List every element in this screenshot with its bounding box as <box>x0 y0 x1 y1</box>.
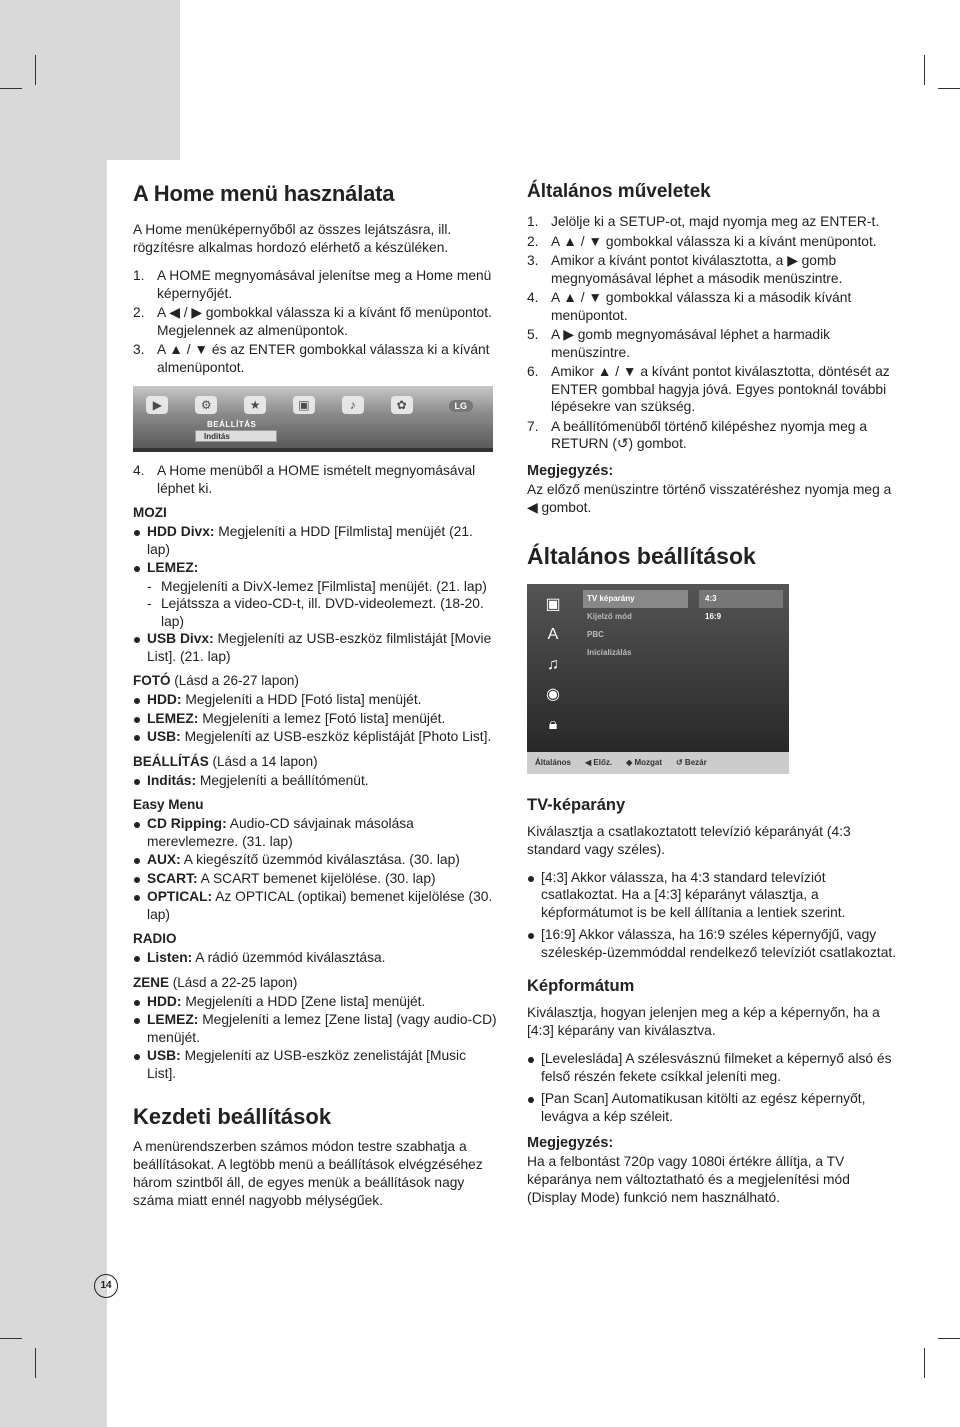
list-item <box>133 993 498 1011</box>
item-key: HDD: <box>147 993 182 1009</box>
setup-menu-item: Kijelző mód <box>587 611 632 621</box>
record-icon: ◉ <box>546 685 560 703</box>
display-mode-title: Képformátum <box>527 977 635 995</box>
step-item <box>527 289 897 324</box>
home-steps <box>133 267 498 376</box>
page-number: 14 <box>94 1274 118 1298</box>
left-gray-band <box>0 160 107 1427</box>
item-text: Megjeleníti a HDD [Zene lista] menüjét. <box>181 993 426 1009</box>
easy-menu-list <box>133 815 498 923</box>
setup-options <box>699 590 783 626</box>
list-item <box>133 851 498 869</box>
item-text: Megjeleníti a lemez [Zene lista] (vagy audio-CD) menüjét. <box>147 1012 497 1045</box>
setup-menu-item: TV képarány <box>583 590 688 608</box>
item-key: USB Divx: <box>147 631 214 646</box>
item-text: Megjeleníti a HDD [Filmlista] menüjét (21. lap) <box>147 524 473 557</box>
zene-list <box>133 993 498 1083</box>
item-text: Megjeleníti az USB-eszköz képlistáját [Photo List]. <box>180 729 492 744</box>
step-item <box>527 213 897 231</box>
step-number: 2. <box>133 305 145 320</box>
note-2-text: Ha a felbontást 720p vagy 1080i értékre állítja, a TV képaránya nem változtatható és a megjelenítési mód (Display Mode) funkció nem használható. <box>527 1154 850 1205</box>
menu-label: BEÁLLÍTÁS <box>207 420 257 429</box>
kezdeti-title: Kezdeti beállítások <box>133 1104 332 1129</box>
item-text: Audio-CD sávjainak másolása merevlemezre. (31. lap) <box>147 816 414 849</box>
radio-icon: ▣ <box>293 396 315 414</box>
crop-mark <box>924 1348 925 1378</box>
footer-item: ◀ Előz. <box>585 758 613 767</box>
film-reel-icon: ✿ <box>391 396 413 414</box>
item-key: LEMEZ: <box>147 710 199 726</box>
footer-item: Általános <box>535 758 572 767</box>
top-gray-band <box>0 0 180 160</box>
crop-mark <box>0 1338 22 1339</box>
display-icon: ▣ <box>545 595 561 613</box>
mozi-list <box>133 523 498 577</box>
home-menu-screenshot <box>133 386 493 452</box>
note-1-title: Megjegyzés: <box>527 462 614 479</box>
step-text: A beállítómenüből történő kilépéshez nyomja meg a RETURN (↺) gombot. <box>551 418 867 451</box>
step-text: A ▶ gomb megnyomásával léphet a harmadik menüszintre. <box>551 327 831 360</box>
item-text: A rádió üzemmód kiválasztása. <box>192 950 386 965</box>
crop-mark <box>35 1348 36 1378</box>
section-title: FOTÓ <box>133 673 171 688</box>
item-text: Megjeleníti a beállítómenüt. <box>196 772 369 788</box>
sub-item: - Lejátssza a video-CD-t, ill. DVD-videolemezt. (18-20. lap) <box>147 595 498 630</box>
step-item <box>527 252 897 287</box>
crop-mark <box>924 55 925 85</box>
item-text: Az OPTICAL (optikai) bemenet kijelölése (30. lap) <box>147 889 493 922</box>
menu-icons <box>133 396 493 414</box>
setup-option: 16:9 <box>705 611 722 621</box>
beallitas-list <box>133 772 498 790</box>
sub-item: - Megjeleníti a DivX-lemez [Filmlista] menüjét. (21. lap) <box>147 578 498 596</box>
foto-list <box>133 691 498 746</box>
setup-footer <box>527 752 789 774</box>
step-number: 1. <box>527 214 539 229</box>
setup-menu-screenshot <box>527 584 789 774</box>
section-ref: (Lásd a 14 lapon) <box>208 753 318 769</box>
item-key: HDD Divx: <box>147 524 215 539</box>
home-menu-intro: A Home menüképernyőből az összes lejátszásra, ill. rögzítésre alkalmas hordozó elérhető a készüléken. <box>133 222 452 255</box>
list-item <box>133 815 498 850</box>
foto-heading <box>133 673 498 688</box>
item-text: Megjeleníti a lemez [Fotó lista] menüjét. <box>198 710 446 726</box>
list-item <box>133 710 498 728</box>
list-item <box>133 523 498 558</box>
audio-icon: ♫ <box>547 655 559 673</box>
lemez-sublist <box>147 578 498 631</box>
left-column <box>133 175 498 1220</box>
item-text: A kiegészítő üzemmód kiválasztása. (30. lap) <box>180 852 460 867</box>
list-item: [Levelesláda] A szélesvásznú filmeket a képernyő alsó és felső részén fekete csíkkal jeleníti meg. <box>527 1050 897 1085</box>
step-item <box>527 326 897 361</box>
crop-mark <box>938 88 960 89</box>
tv-aspect-list <box>527 869 897 962</box>
lg-logo: LG <box>449 400 474 412</box>
list-item <box>133 559 498 577</box>
general-ops-title: Általános műveletek <box>527 181 711 202</box>
setup-menu-item: Inicializálás <box>587 647 632 657</box>
step-number: 6. <box>527 364 539 379</box>
radio-heading: RADIO <box>133 931 177 946</box>
list-item <box>133 888 498 923</box>
item-key: USB: <box>147 1048 181 1063</box>
radio-list <box>133 949 498 967</box>
step-number: 5. <box>527 327 539 342</box>
list-item <box>133 1011 498 1046</box>
movie-icon: ▶ <box>146 396 168 414</box>
step-item <box>527 363 897 416</box>
step-text: A ▲ / ▼ gombokkal válassza ki a kívánt menüpontot. <box>551 233 877 249</box>
kezdeti-text: A menürendszerben számos módon testre szabhatja a beállításokat. A legtöbb menü a beállítások elvégzéséhez három szintből áll, de egyes menük a beállítások nagy száma miatt ennél nagyobb mélységűek. <box>133 1139 483 1208</box>
step-number: 3. <box>133 342 145 357</box>
easy-menu-heading: Easy Menu <box>133 797 204 812</box>
step-number: 4. <box>133 463 145 478</box>
item-key: AUX: <box>147 852 181 867</box>
list-item <box>133 1047 498 1082</box>
step-number: 7. <box>527 418 539 434</box>
note-2-title: Megjegyzés: <box>527 1135 614 1151</box>
step-text: A ▲ / ▼ és az ENTER gombokkal válassza ki a kívánt almenüpontot. <box>157 342 490 375</box>
list-item: [Pan Scan] Automatikusan kitölti az egész képernyőt, levágva a kép széleit. <box>527 1090 897 1125</box>
step-text: A ◀ / ▶ gombokkal válassza ki a kívánt fő menüpontot. Megjelennek az almenüpontok. <box>157 305 492 338</box>
beallitas-heading <box>133 754 498 769</box>
general-ops-steps <box>527 213 897 453</box>
item-text: Megjeleníti az USB-eszköz filmlistáját [Movie List]. (21. lap) <box>147 631 492 664</box>
item-key: SCART: <box>147 870 198 886</box>
tv-aspect-title: TV-képarány <box>527 795 626 814</box>
item-key: HDD: <box>147 692 182 707</box>
footer-item: ↺ Bezár <box>676 758 707 767</box>
home-step-4 <box>133 462 498 497</box>
lock-icon: 🔒︎ <box>548 715 558 733</box>
section-ref: (Lásd a 22-25 lapon) <box>169 974 298 990</box>
item-key: Listen: <box>147 950 193 965</box>
section-title: BEÁLLÍTÁS <box>133 753 209 769</box>
list-item <box>133 691 498 709</box>
step-number: 3. <box>527 253 539 268</box>
step-number: 2. <box>527 233 539 249</box>
setup-menu-list <box>583 590 688 662</box>
section-ref: (Lásd a 26-27 lapon) <box>170 673 299 688</box>
display-mode-list <box>527 1050 897 1125</box>
step-item <box>133 462 498 497</box>
star-icon: ★ <box>244 396 266 414</box>
gear-icon: ⚙ <box>195 396 217 414</box>
right-column <box>527 175 897 1217</box>
step-item <box>133 341 498 376</box>
zene-heading <box>133 975 498 990</box>
step-item <box>527 233 897 251</box>
crop-mark <box>35 55 36 85</box>
home-menu-title: A Home menü használata <box>133 181 395 206</box>
step-text: Amikor a kívánt pontot kiválasztotta, a ▶ gomb megnyomásával léphet a második menüszintre. <box>551 253 843 286</box>
list-item <box>133 870 498 888</box>
item-key: LEMEZ: <box>147 1012 199 1027</box>
item-key: CD Ripping: <box>147 816 227 831</box>
step-text: A HOME megnyomásával jelenítse meg a Home menü képernyőjét. <box>157 268 492 301</box>
step-text: A ▲ / ▼ gombokkal válassza ki a második kívánt menüpontot. <box>551 290 852 323</box>
section-title: ZENE <box>133 974 170 990</box>
item-key: USB: <box>147 729 181 744</box>
setup-side-icons <box>531 592 575 742</box>
list-item <box>133 630 498 665</box>
item-key: Inditás: <box>147 772 197 788</box>
step-text: Amikor ▲ / ▼ a kívánt pontot kiválasztotta, döntését az ENTER gombbal hagyja jóvá. Egyes pontoknál további lépésekre van szükség. <box>551 364 890 414</box>
item-text: Megjeleníti az USB-eszköz zenelistáját [Music List]. <box>147 1048 466 1081</box>
step-item <box>527 418 897 453</box>
setup-menu-item: PBC <box>587 629 604 639</box>
list-item: [16:9] Akkor válassza, ha 16:9 széles képernyőjű, vagy széleskép-üzemmóddal rendelkező televíziót csatlakoztat. <box>527 926 897 961</box>
mozi-list-2 <box>133 630 498 665</box>
crop-mark <box>938 1338 960 1339</box>
footer-item: ◆ Mozgat <box>626 758 662 767</box>
item-key: LEMEZ: <box>147 560 199 575</box>
step-number: 1. <box>133 268 145 283</box>
item-text: A SCART bemenet kijelölése. (30. lap) <box>197 870 436 886</box>
item-text: Megjeleníti a HDD [Fotó lista] menüjét. <box>181 692 422 707</box>
step-item <box>133 267 498 302</box>
music-icon: ♪ <box>342 396 364 414</box>
language-icon: A <box>547 625 559 643</box>
list-item <box>133 949 498 967</box>
list-item: [4:3] Akkor válassza, ha 4:3 standard televíziót csatlakoztat. Ha a [4:3] képarányt választja, a képformátumot is be kell állítania a lentiek szerint. <box>527 869 897 922</box>
list-item <box>133 772 498 790</box>
menu-sublabel: Inditás <box>195 430 277 442</box>
tv-aspect-text: Kiválasztja a csatlakoztatott televízió képarányát (4:3 standard vagy széles). <box>527 823 851 857</box>
step-text: A Home menüből a HOME ismételt megnyomásával léphet ki. <box>157 463 476 496</box>
step-number: 4. <box>527 290 539 305</box>
mozi-heading: MOZI <box>133 505 167 520</box>
step-text: Jelölje ki a SETUP-ot, majd nyomja meg az ENTER-t. <box>551 214 880 229</box>
general-settings-title: Általános beállítások <box>527 542 756 569</box>
setup-option: 4:3 <box>699 590 783 608</box>
crop-mark <box>0 88 22 89</box>
display-mode-text: Kiválasztja, hogyan jelenjen meg a kép a képernyőn, ha a [4:3] képarány van kiválasztva. <box>527 1005 880 1038</box>
item-key: OPTICAL: <box>147 889 213 904</box>
list-item <box>133 728 498 746</box>
note-1-text: Az előző menüszintre történő visszatéréshez nyomja meg a ◀ gombot. <box>527 481 892 515</box>
step-item <box>133 304 498 339</box>
